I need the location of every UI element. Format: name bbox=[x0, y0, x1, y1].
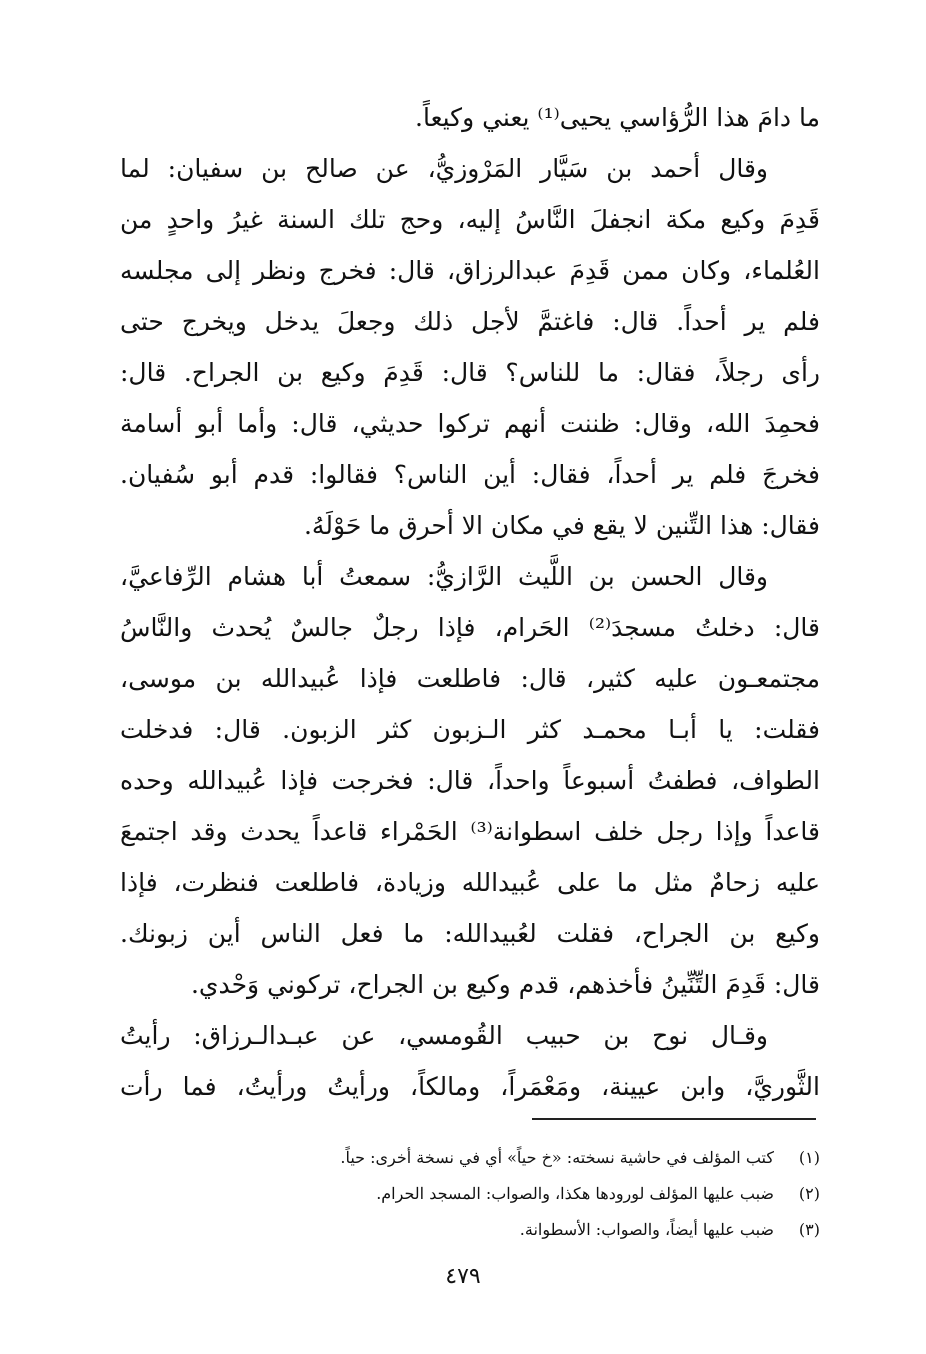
footnote-separator bbox=[532, 1118, 816, 1120]
text-line: فقلت: يا أبـا محمـد كثر الـزبون كثر الزبون. قال: فدخلت bbox=[120, 715, 820, 744]
main-text bbox=[120, 92, 820, 1112]
text-line: ما دامَ هذا الرُّؤاسي يحيى⁽¹⁾ يعني وكيعاً. bbox=[415, 103, 820, 132]
text-line: الثَّوريَّ، وابن عيينة، ومَعْمَراً، ومالكاً، ورأيتُ ورأيتُ، فما رأت bbox=[120, 1072, 820, 1101]
footnote-number: (٣) bbox=[798, 1220, 820, 1239]
text-line: فقال: هذا التِّنين لا يقع في مكان الا أحرق ما حَوْلَهُ. bbox=[303, 511, 820, 540]
text-line: وكيع بن الجراح، فقلت لعُبيدالله: ما فعل الناس أين زبونك. bbox=[120, 919, 820, 948]
footnote bbox=[120, 1212, 820, 1248]
footnote-text: ضبب عليها المؤلف لورودها هكذا، والصواب: المسجد الحرام. bbox=[376, 1184, 774, 1203]
footnote bbox=[120, 1176, 820, 1212]
footnote bbox=[120, 1140, 820, 1176]
text-line: قاعداً وإذا رجل خلف اسطوانة⁽³⁾ الحَمْراء قاعداً يحدث وقد اجتمعَ bbox=[120, 817, 820, 846]
text-line: وقـال نوح بن حبيب القُومسي، عن عبـدالـرزاق: رأيتُ bbox=[120, 1021, 768, 1050]
text-line: فلم ير أحداً. قال: فاغتمَّ لأجل ذلك وجعلَ يدخل ويخرج حتى bbox=[120, 307, 820, 336]
footnote-number: (٢) bbox=[798, 1184, 820, 1203]
text-line: عليه زحامٌ مثل ما على عُبيدالله وزيادة، فاطلعت فنظرت، فإذا bbox=[120, 868, 820, 897]
footnote-text: ضبب عليها أيضاً، والصواب: الأسطوانة. bbox=[519, 1220, 774, 1239]
text-line: مجتمعـون عليه كثير، قال: فاطلعت فإذا عُبيدالله بن موسى، bbox=[120, 664, 820, 693]
footnote-number: (١) bbox=[798, 1148, 820, 1167]
page-number: ٤٧٩ bbox=[445, 1264, 481, 1289]
text-line: الطواف، فطفتُ أسبوعاً واحداً، قال: فخرجت فإذا عُبيدالله وحده bbox=[120, 766, 820, 795]
text-line: العُلماء، وكان ممن قَدِمَ عبدالرزاق، قال: فخرج ونظر إلى مجلسه bbox=[120, 256, 820, 285]
footnote-text: كتب المؤلف في حاشية نسخته: «خ حياً» أي في نسخة أخرى: حياً. bbox=[340, 1148, 774, 1167]
text-line: قال: قَدِمَ التِّنِّينُ فأخذهم، قدم وكيع بن الجراح، تركوني وَحْدي. bbox=[190, 970, 820, 999]
text-line: رأى رجلاً، فقال: ما للناس؟ قال: قَدِمَ وكيع بن الجراح. قال: bbox=[120, 358, 820, 387]
text-line: وقال الحسن بن اللَّيث الرَّازيُّ: سمعتُ أبا هشام الرِّفاعيَّ، bbox=[120, 562, 768, 591]
text-line: وقال أحمد بن سَيَّار المَرْوزيُّ، عن صالح بن سفيان: لما bbox=[120, 154, 768, 183]
text-line: قال: دخلتُ مسجدَ⁽²⁾ الحَرام، فإذا رجلٌ جالسٌ يُحدث والنَّاسُ bbox=[120, 613, 820, 642]
footnotes bbox=[120, 1140, 820, 1248]
text-line: قَدِمَ وكيع مكة انجفلَ النَّاسُ إليه، وحج تلك السنة غيرُ واحدٍ من bbox=[120, 205, 820, 234]
text-line: فحمِدَ الله، وقال: ظننت أنهم تركوا حديثي، قال: وأما أبو أسامة bbox=[120, 409, 820, 438]
text-line: فخرجَ فلم ير أحداً، فقال: أين الناس؟ فقالوا: قدم أبو سُفيان. bbox=[120, 460, 820, 489]
